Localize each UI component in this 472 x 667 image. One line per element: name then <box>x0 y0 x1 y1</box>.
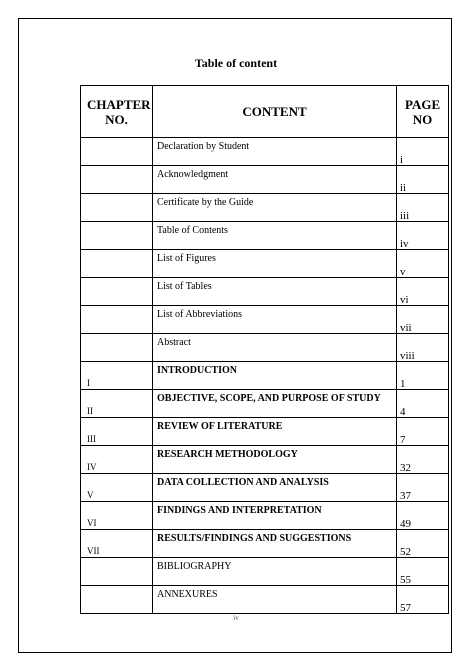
page-number: iii <box>400 210 410 222</box>
page-number: 49 <box>400 518 411 530</box>
page-cell <box>397 222 449 250</box>
chapter-cell <box>81 250 153 278</box>
content-cell <box>153 586 397 614</box>
table-row <box>81 558 449 586</box>
chapter-number: III <box>87 434 96 444</box>
chapter-cell <box>81 278 153 306</box>
content-title: Acknowledgment <box>157 169 229 180</box>
table-row <box>81 474 449 502</box>
content-title: Abstract <box>157 337 191 348</box>
content-title: List of Tables <box>157 281 212 292</box>
chapter-cell <box>81 166 153 194</box>
content-cell <box>153 194 397 222</box>
chapter-cell <box>81 138 153 166</box>
content-cell <box>153 278 397 306</box>
content-cell <box>153 390 397 418</box>
page-cell <box>397 138 449 166</box>
content-cell <box>153 138 397 166</box>
page-cell <box>397 166 449 194</box>
chapter-number: V <box>87 490 94 500</box>
content-title: REVIEW OF LITERATURE <box>157 421 283 432</box>
content-cell <box>153 250 397 278</box>
page-number: 1 <box>400 378 406 390</box>
content-cell <box>153 502 397 530</box>
contents-table <box>80 85 449 614</box>
content-title: BIBLIOGRAPHY <box>157 561 232 572</box>
content-cell <box>153 558 397 586</box>
content-title: List of Abbreviations <box>157 309 242 320</box>
page-number: 32 <box>400 462 411 474</box>
table-row <box>81 250 449 278</box>
content-cell <box>153 306 397 334</box>
content-title: RESULTS/FINDINGS AND SUGGESTIONS <box>157 533 352 544</box>
chapter-number: I <box>87 378 90 388</box>
content-cell <box>153 166 397 194</box>
page-cell <box>397 418 449 446</box>
table-row <box>81 446 449 474</box>
page-number-footer: iv <box>233 614 239 622</box>
table-row <box>81 586 449 614</box>
chapter-cell <box>81 418 153 446</box>
chapter-cell <box>81 194 153 222</box>
page-number: vii <box>400 322 412 334</box>
chapter-number: IV <box>87 462 97 472</box>
page-cell <box>397 474 449 502</box>
chapter-cell <box>81 390 153 418</box>
chapter-cell <box>81 586 153 614</box>
chapter-number: II <box>87 406 93 416</box>
page-number: 55 <box>400 574 411 586</box>
page-number: ii <box>400 182 407 194</box>
table-row <box>81 502 449 530</box>
page-cell <box>397 306 449 334</box>
table-row <box>81 278 449 306</box>
content-title: OBJECTIVE, SCOPE, AND PURPOSE OF STUDY <box>157 393 381 404</box>
content-title: INTRODUCTION <box>157 365 238 376</box>
page-cell <box>397 334 449 362</box>
chapter-number: VII <box>87 546 100 556</box>
chapter-cell <box>81 502 153 530</box>
page-cell <box>397 530 449 558</box>
page-cell <box>397 362 449 390</box>
content-cell <box>153 446 397 474</box>
page-number: 57 <box>400 602 411 614</box>
page-cell <box>397 194 449 222</box>
content-title: Table of Contents <box>157 225 228 236</box>
content-cell <box>153 362 397 390</box>
table-row <box>81 418 449 446</box>
page-cell <box>397 390 449 418</box>
page-number: 52 <box>400 546 411 558</box>
content-title: Declaration by Student <box>157 141 250 152</box>
table-row <box>81 166 449 194</box>
page-title: Table of content <box>194 56 278 70</box>
table-row <box>81 530 449 558</box>
page-cell <box>397 558 449 586</box>
chapter-header: CHAPTER NO. <box>81 86 153 138</box>
page-cell <box>397 586 449 614</box>
chapter-cell <box>81 362 153 390</box>
chapter-cell <box>81 446 153 474</box>
page-cell <box>397 250 449 278</box>
content-cell <box>153 334 397 362</box>
content-cell <box>153 222 397 250</box>
content-title: Certificate by the Guide <box>157 197 254 208</box>
table-row <box>81 390 449 418</box>
table-header-row <box>81 86 449 138</box>
chapter-cell <box>81 558 153 586</box>
page-number: 7 <box>400 434 406 446</box>
content-cell <box>153 474 397 502</box>
page-cell <box>397 502 449 530</box>
chapter-cell <box>81 306 153 334</box>
chapter-cell <box>81 530 153 558</box>
page-cell <box>397 446 449 474</box>
table-row <box>81 194 449 222</box>
table-row <box>81 362 449 390</box>
table-row <box>81 138 449 166</box>
page-number: 37 <box>400 490 411 502</box>
page-number: i <box>400 154 404 166</box>
content-title: List of Figures <box>157 253 216 264</box>
page-number: v <box>400 266 406 278</box>
table-row <box>81 222 449 250</box>
content-cell <box>153 418 397 446</box>
chapter-cell <box>81 222 153 250</box>
page-number: iv <box>400 238 409 250</box>
content-header: CONTENT <box>153 86 397 138</box>
page-cell <box>397 278 449 306</box>
page-number: vi <box>400 294 409 306</box>
page-number: 4 <box>400 406 406 418</box>
page-number: viii <box>400 350 415 362</box>
table-row <box>81 334 449 362</box>
chapter-number: VI <box>87 518 97 528</box>
content-title: RESEARCH METHODOLOGY <box>157 449 298 460</box>
content-title: ANNEXURES <box>157 589 218 600</box>
content-title: DATA COLLECTION AND ANALYSIS <box>157 477 329 488</box>
page-header: PAGE NO <box>397 86 449 138</box>
table-row <box>81 306 449 334</box>
chapter-cell <box>81 474 153 502</box>
content-title: FINDINGS AND INTERPRETATION <box>157 505 322 516</box>
chapter-cell <box>81 334 153 362</box>
content-cell <box>153 530 397 558</box>
